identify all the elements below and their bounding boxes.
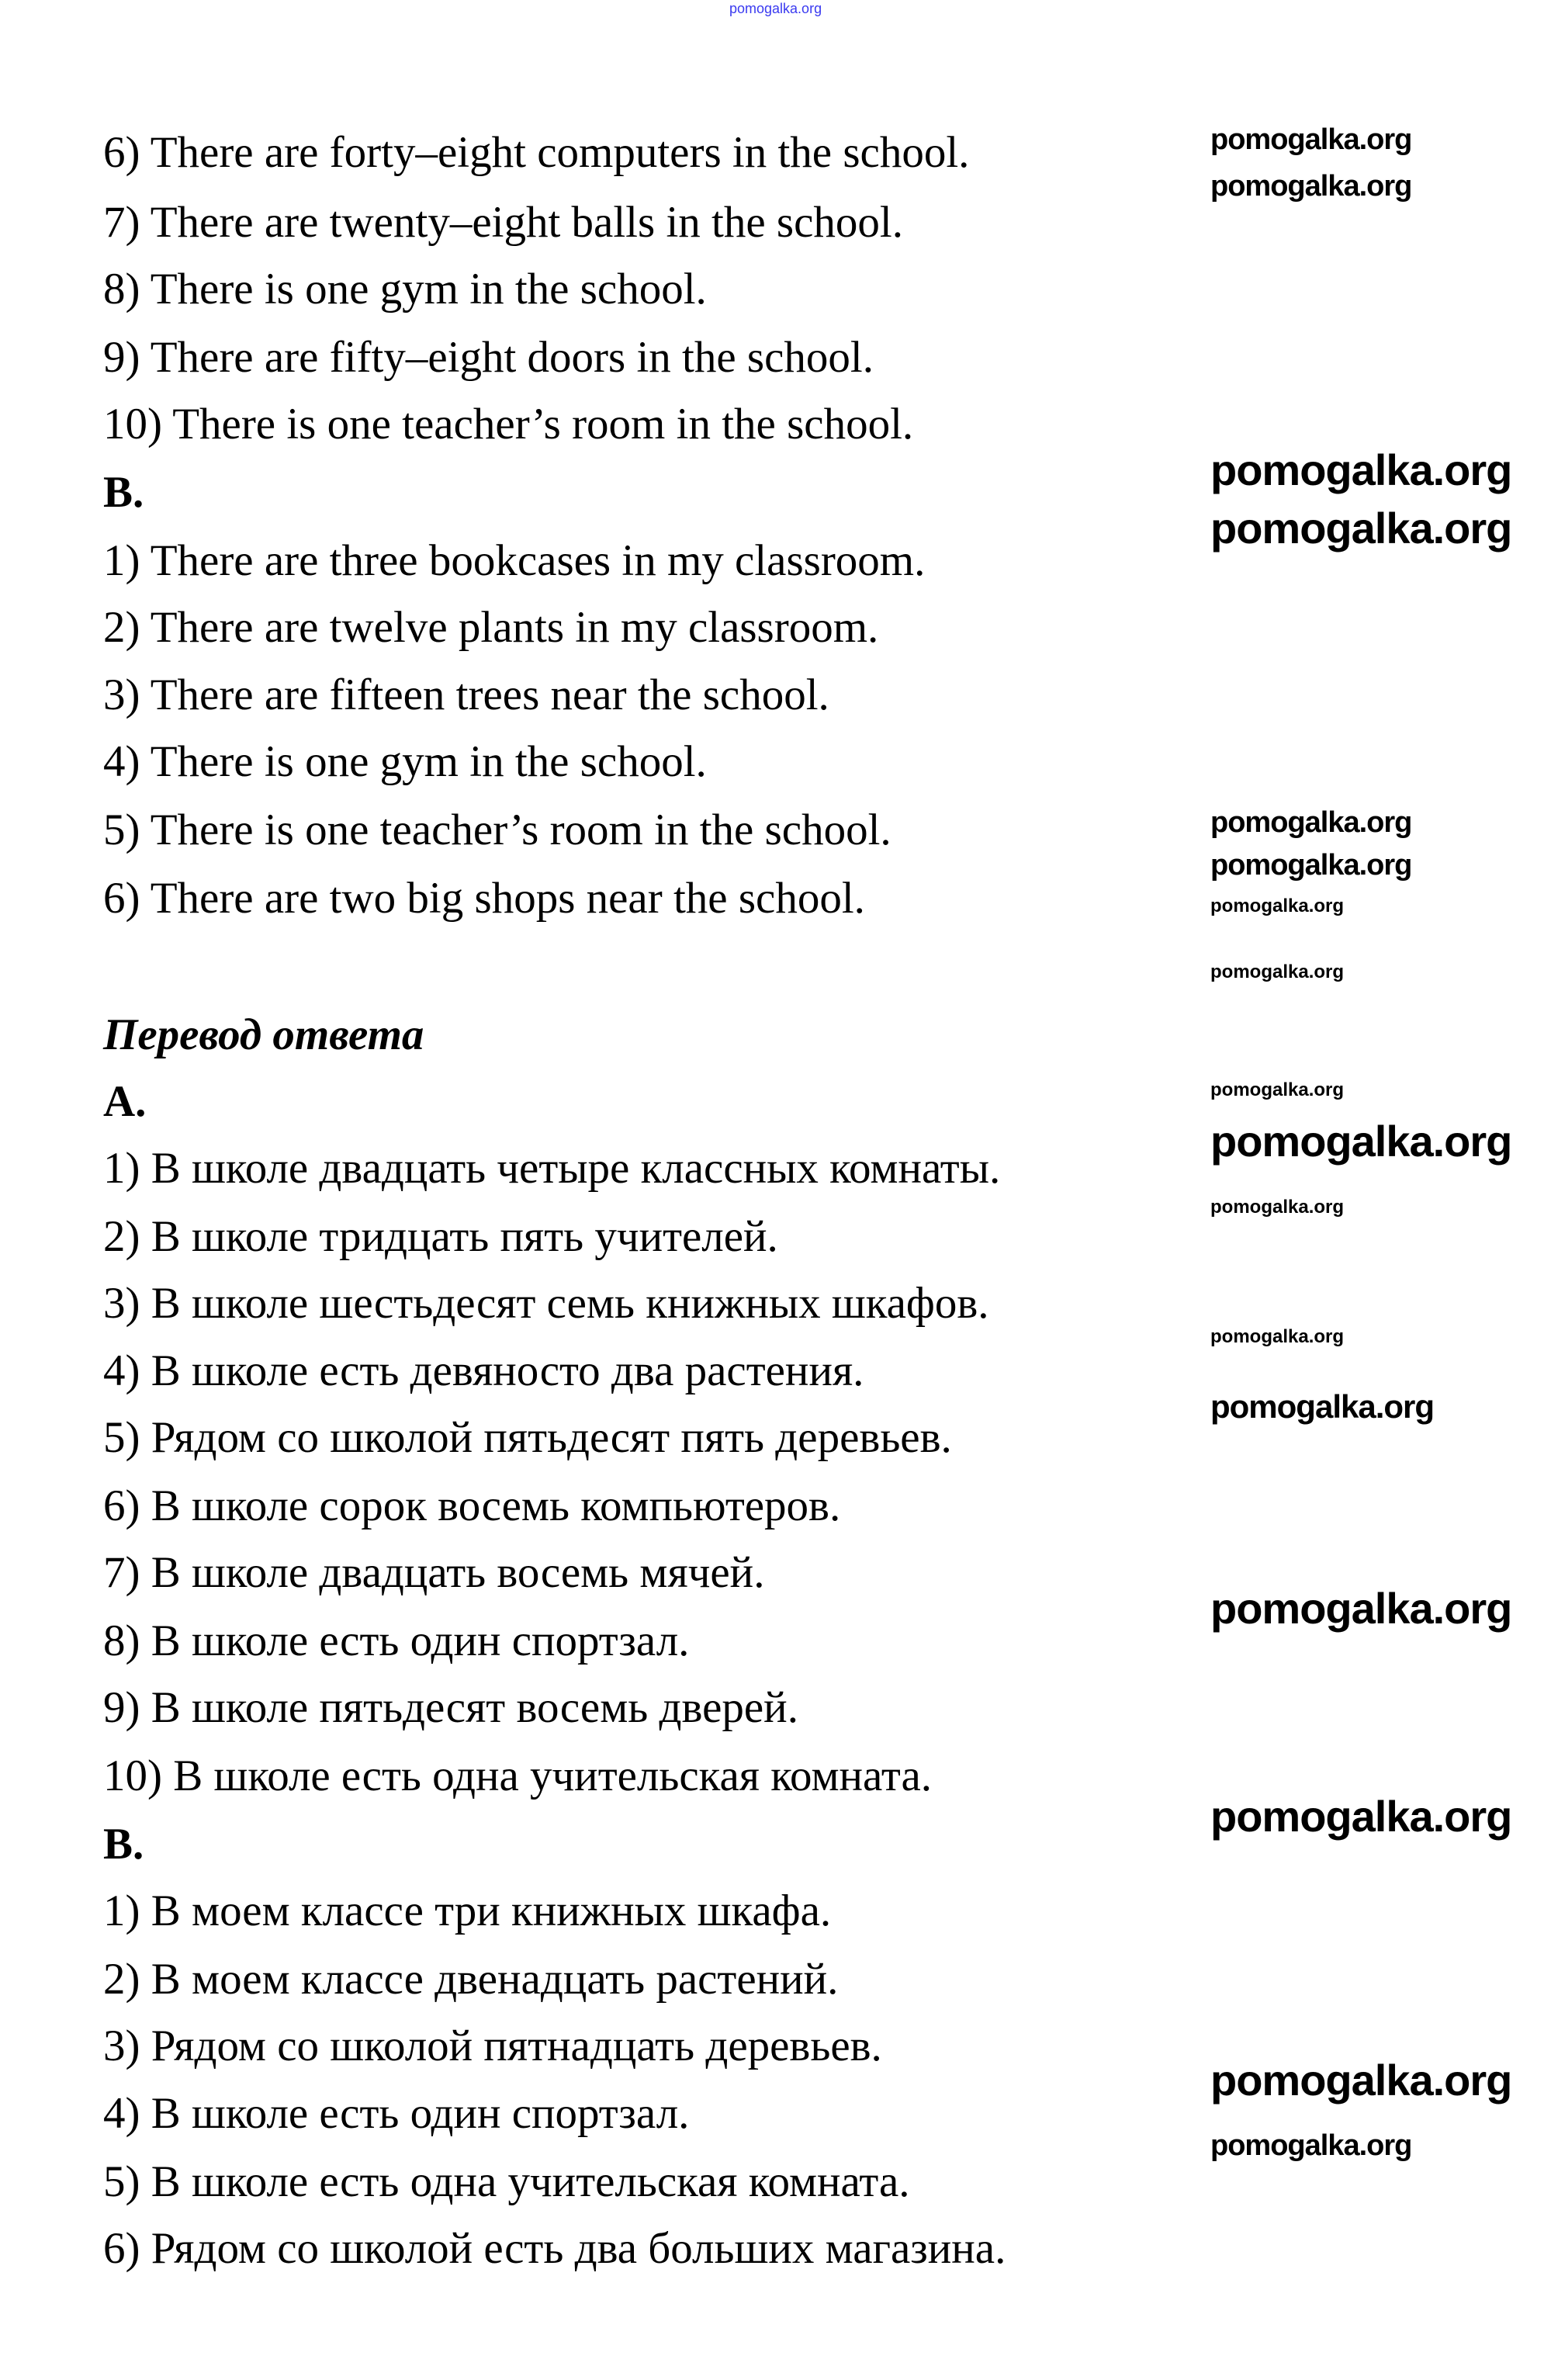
watermark: pomogalka.org (1210, 1117, 1512, 1166)
watermark: pomogalka.org (1210, 896, 1345, 916)
answer-line: 6) There are forty–eight computers in the school. (103, 128, 970, 177)
answer-line: 9) There are fifty–eight doors in the school. (103, 333, 874, 382)
translation-line: 8) В школе есть один спортзал. (103, 1616, 690, 1665)
translation-line: 2) В школе тридцать пять учителей. (103, 1212, 778, 1261)
watermark: pomogalka.org (1210, 123, 1412, 156)
translation-line: 10) В школе есть одна учительская комната. (103, 1751, 932, 1800)
translation-line: 1) В моем классе три книжных шкафа. (103, 1886, 832, 1935)
translation-line: 1) В школе двадцать четыре классных комнаты. (103, 1144, 1001, 1193)
translation-line: 2) В моем классе двенадцать растений. (103, 1955, 839, 2004)
watermark: pomogalka.org (729, 1, 822, 16)
translation-title: Перевод ответа (103, 1010, 424, 1059)
section-b-label: B. (103, 468, 144, 517)
translation-line: 7) В школе двадцать восемь мячей. (103, 1548, 765, 1597)
watermark: pomogalka.org (1210, 1079, 1345, 1100)
watermark: pomogalka.org (1210, 1388, 1435, 1425)
translation-a-label: A. (103, 1077, 147, 1126)
watermark: pomogalka.org (1210, 961, 1345, 982)
watermark: pomogalka.org (1210, 806, 1412, 839)
watermark: pomogalka.org (1210, 1584, 1512, 1633)
watermark: pomogalka.org (1210, 504, 1512, 553)
translation-line: 6) В школе сорок восемь компьютеров. (103, 1481, 841, 1530)
answer-line: 5) There is one teacher’s room in the school. (103, 805, 891, 854)
translation-line: 4) В школе есть один спортзал. (103, 2089, 690, 2138)
answer-line: 1) There are three bookcases in my classroom. (103, 536, 926, 585)
answer-line: 4) There is one gym in the school. (103, 737, 707, 786)
watermark: pomogalka.org (1210, 445, 1512, 494)
translation-b-label: B. (103, 1820, 144, 1869)
answer-line: 6) There are two big shops near the school. (103, 874, 865, 923)
watermark: pomogalka.org (1210, 2056, 1512, 2105)
answer-line: 8) There is one gym in the school. (103, 265, 707, 314)
translation-line: 3) В школе шестьдесят семь книжных шкафов. (103, 1279, 989, 1328)
watermark: pomogalka.org (1210, 1326, 1345, 1347)
answer-line: 3) There are fifteen trees near the school. (103, 670, 829, 719)
answer-line: 10) There is one teacher’s room in the school. (103, 400, 914, 449)
watermark: pomogalka.org (1210, 1197, 1345, 1218)
watermark: pomogalka.org (1210, 849, 1412, 882)
answer-line: 2) There are twelve plants in my classroom. (103, 603, 879, 652)
translation-line: 6) Рядом со школой есть два больших магазина. (103, 2224, 1006, 2273)
watermark: pomogalka.org (1210, 170, 1412, 203)
answer-line: 7) There are twenty–eight balls in the school. (103, 198, 903, 247)
translation-line: 5) Рядом со школой пятьдесят пять деревьев. (103, 1413, 952, 1462)
watermark: pomogalka.org (1210, 1792, 1512, 1841)
translation-line: 9) В школе пятьдесят восемь дверей. (103, 1683, 798, 1732)
translation-line: 5) В школе есть одна учительская комната. (103, 2157, 910, 2206)
translation-line: 4) В школе есть девяносто два растения. (103, 1346, 864, 1395)
translation-line: 3) Рядом со школой пятнадцать деревьев. (103, 2021, 882, 2070)
watermark: pomogalka.org (1210, 2129, 1412, 2162)
